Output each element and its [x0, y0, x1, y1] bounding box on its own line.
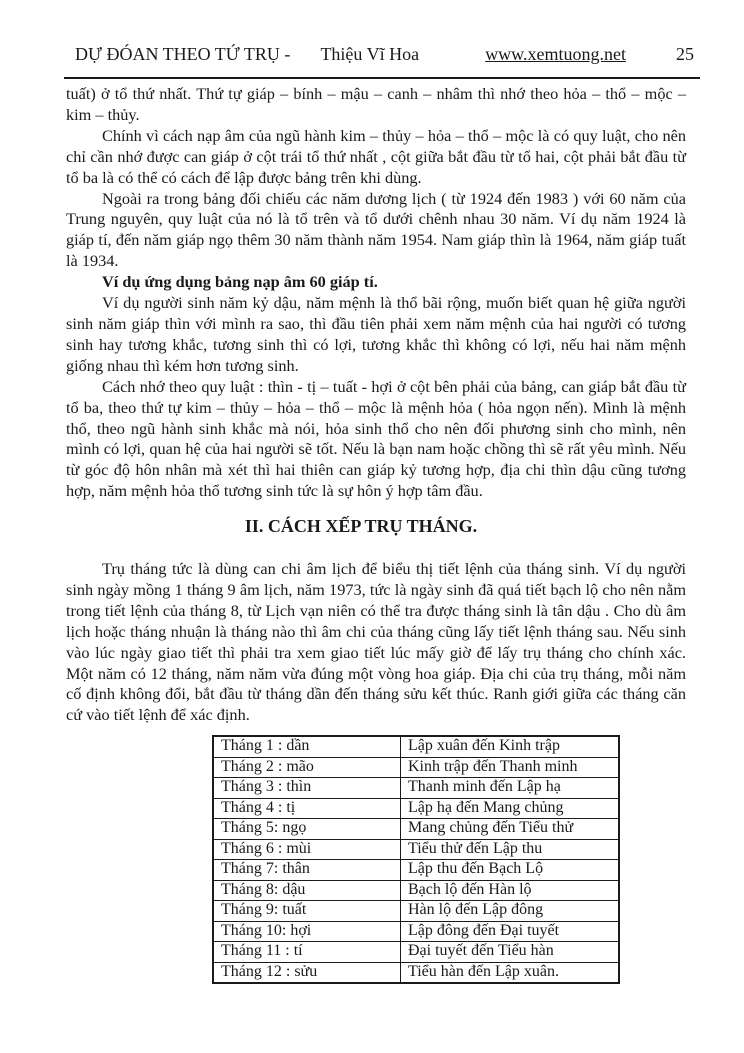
table-row	[213, 736, 619, 757]
table-row	[213, 880, 619, 901]
table-row	[213, 901, 619, 922]
book-title: DỰ ĐÓAN THEO TỨ TRỤ -	[75, 44, 291, 64]
month-cell: Tháng 3 : thìn	[213, 778, 401, 799]
paragraph: Ví dụ người sinh năm kỷ dậu, năm mệnh là thổ bãi rộng, muốn biết quan hệ giữa người sinh năm giáp thìn với mình ra sao, thì đầu tiên phải xem năm mệnh của hai người có tương sinh hay tương khắc, tương sinh thì có lợi, tương khắc thì không có lợi, nếu hai năm mệnh giống nhau thì kém hơn tương sinh.	[66, 293, 686, 375]
example-heading: Ví dụ ứng dụng bảng nạp âm 60 giáp tí.	[102, 272, 378, 292]
table-row	[213, 860, 619, 881]
table-row	[213, 962, 619, 983]
term-range-cell: Lập đông đến Đại tuyết	[401, 921, 620, 942]
month-cell: Tháng 10: hợi	[213, 921, 401, 942]
website-text: www.xemtuong.net	[485, 44, 626, 64]
term-range-cell: Đại tuyết đến Tiểu hàn	[401, 942, 620, 963]
month-cell: Tháng 8: dậu	[213, 880, 401, 901]
month-table-body	[213, 736, 619, 983]
month-cell: Tháng 1 : dần	[213, 736, 401, 757]
term-range-cell: Lập thu đến Bạch Lộ	[401, 860, 620, 881]
term-range-cell: Hàn lộ đến Lập đông	[401, 901, 620, 922]
term-range-cell: Lập xuân đến Kinh trập	[401, 736, 620, 757]
paragraph: Ngoài ra trong bảng đối chiếu các năm dương lịch ( từ 1924 đến 1983 ) với 60 năm của Trung nguyên, quy luật của nó là tổ trên và tổ dưới chênh nhau 30 năm. Ví dụ năm 1924 là giáp tí, đến năm giáp ngọ thêm 30 năm thành năm 1954. Nam giáp thìn là 1964, năm giáp tuất là 1934.	[66, 188, 686, 271]
term-range-cell: Thanh minh đến Lập hạ	[401, 778, 620, 799]
term-range-cell: Tiểu hàn đến Lập xuân.	[401, 962, 620, 983]
author-name: Thiệu Vĩ Hoa	[320, 44, 420, 64]
paragraph: Trụ tháng tức là dùng can chi âm lịch để biểu thị tiết lệnh của tháng sinh. Ví dụ người sinh ngày mồng 1 tháng 9 âm lịch, năm 1973, tức là ngày sinh đã quá tiết bạch lộ cho nên nằm trong tiết lệnh của tháng 8, từ Lịch vạn niên có thể tra được tháng sinh là tân dậu . Cho dù âm lịch hoặc tháng nhuận là tháng nào thì âm chi của tháng cũng lấy tiết lệnh tháng sau. Nếu sinh vào lúc ngày giao tiết thì phải tra xem giao tiết lúc mấy giờ để lấy trụ tháng cho chính xác. Một năm có 12 tháng, năm năm vừa đúng một vòng hoa giáp. Địa chi của trụ tháng, mỗi năm cố định không đổi, bắt đầu từ tháng dần đến tháng sửu kết thúc. Ranh giới giữa các tháng căn cứ vào tiết lệnh để xác định.	[66, 559, 686, 725]
paragraph-continuation: tuất) ở tổ thứ nhất. Thứ tự giáp – bính – mậu – canh – nhâm thì nhớ theo hỏa – thổ – mộc – kim – thủy.	[66, 84, 686, 124]
month-cell: Tháng 7: thân	[213, 860, 401, 881]
term-range-cell: Kinh trập đến Thanh minh	[401, 757, 620, 778]
month-table	[212, 735, 620, 984]
paragraph: Chính vì cách nạp âm của ngũ hành kim – thủy – hỏa – thổ – mộc là có quy luật, cho nên chỉ cần nhớ được can giáp ở cột trái tổ thứ nhất , cột giữa bắt đầu từ tổ hai, cột phải bắt đầu từ tổ ba là có thể có cách để lập được bảng trên khi dùng.	[66, 125, 686, 187]
month-cell: Tháng 2 : mão	[213, 757, 401, 778]
table-row	[213, 757, 619, 778]
table-row	[213, 778, 619, 799]
month-cell: Tháng 12 : sửu	[213, 962, 401, 983]
month-cell: Tháng 11 : tí	[213, 942, 401, 963]
page-header	[64, 44, 700, 79]
table-row	[213, 819, 619, 840]
term-range-cell: Tiểu thử đến Lập thu	[401, 839, 620, 860]
paragraph: Cách nhớ theo quy luật : thìn - tị – tuất - hợi ở cột bên phải của bảng, can giáp bắt đầu từ tổ ba, theo thứ tự kim – thủy – hỏa – thổ – mộc là mệnh hỏa ( hỏa ngọn nến). Mình là mệnh thổ, theo ngũ hành sinh khắc mà nói, hỏa sinh thổ cho nên đối phương sinh cho mình, nên mình có lợi, quan hệ của hai người sẽ tốt. Nếu là bạn nam hoặc chồng thì sẽ rất yêu mình. Nếu từ góc độ hôn nhân mà xét thì hai thiên can giáp kỷ tương hợp, địa chi thìn dậu cũng tương hợp, năm mệnh hỏa thổ tương sinh tức là sự hôn ý hợp tâm đầu.	[66, 376, 686, 501]
term-range-cell: Lập hạ đến Mang chủng	[401, 798, 620, 819]
month-cell: Tháng 5: ngọ	[213, 819, 401, 840]
term-range-cell: Mang chủng đến Tiểu thử	[401, 819, 620, 840]
month-cell: Tháng 6 : mùi	[213, 839, 401, 860]
table-row	[213, 839, 619, 860]
month-cell: Tháng 4 : tị	[213, 798, 401, 819]
table-row	[213, 942, 619, 963]
table-row	[213, 798, 619, 819]
term-range-cell: Bạch lộ đến Hàn lộ	[401, 880, 620, 901]
table-row	[213, 921, 619, 942]
section-heading: II. CÁCH XẾP TRỤ THÁNG.	[244, 516, 478, 537]
page-number: 25	[676, 44, 694, 64]
page-body	[66, 84, 686, 984]
month-cell: Tháng 9: tuất	[213, 901, 401, 922]
